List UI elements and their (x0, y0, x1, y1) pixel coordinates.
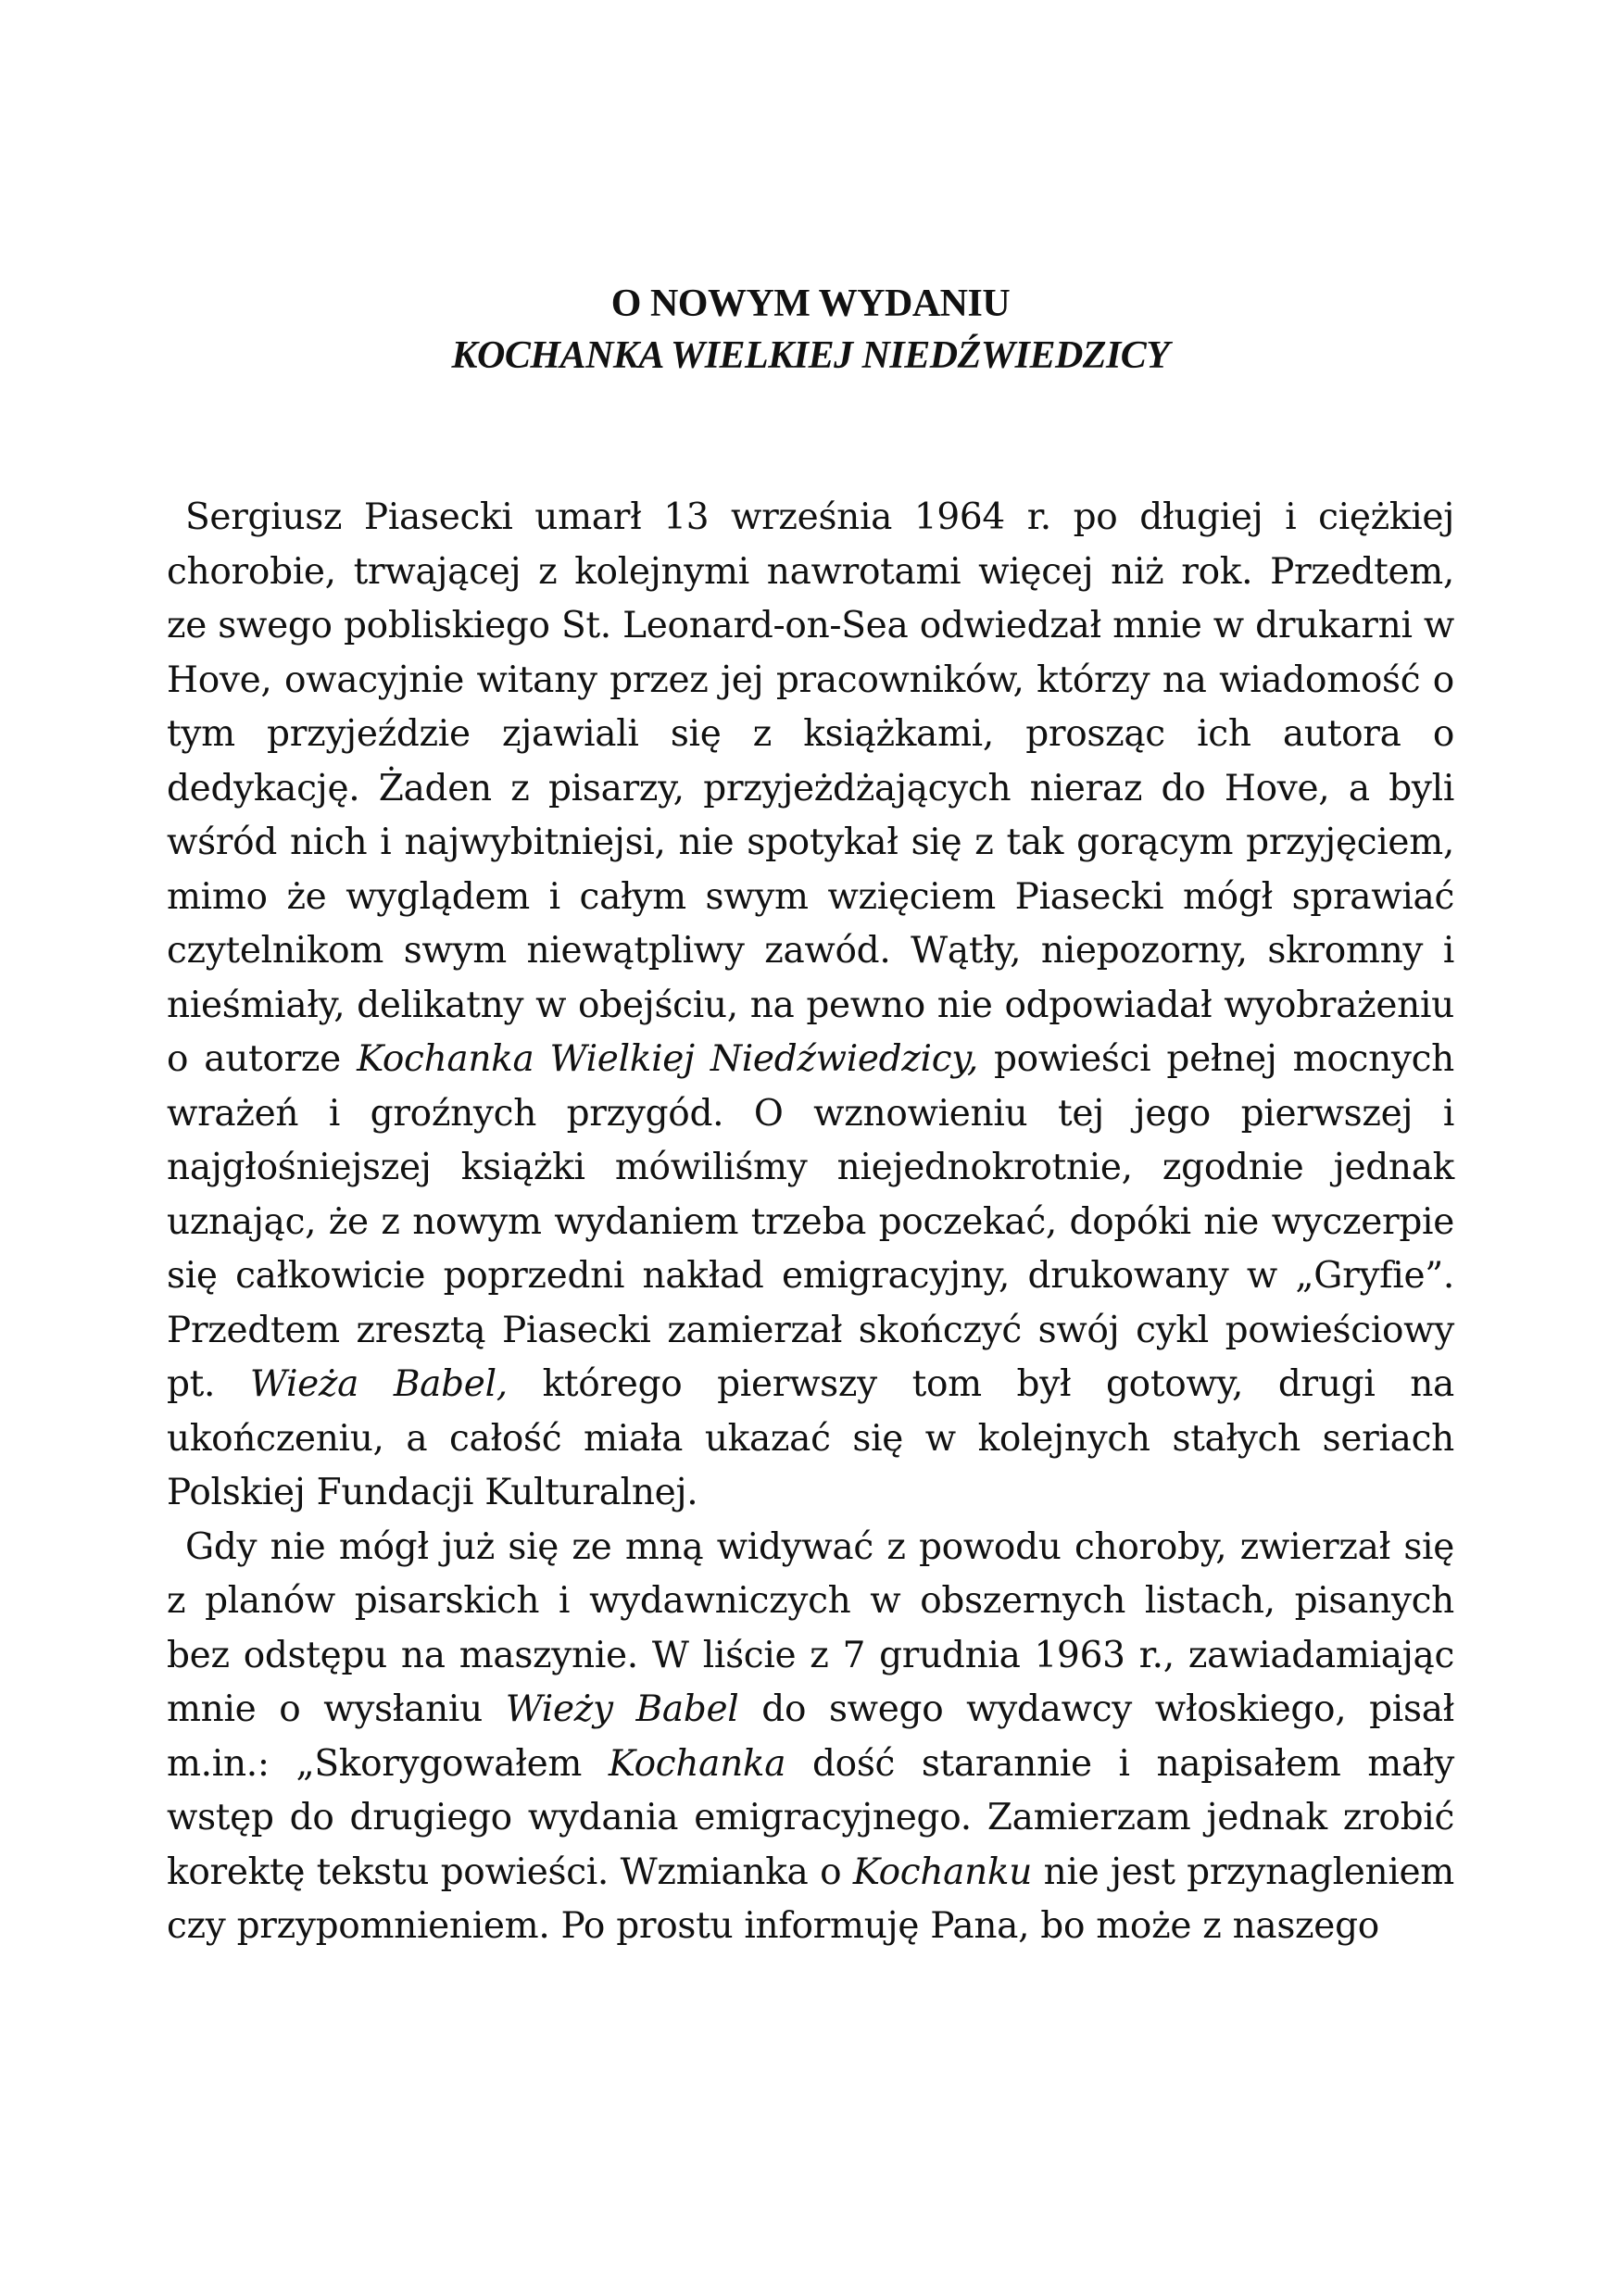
paragraph-2-book-title-a: Wieży Babel (505, 1688, 739, 1730)
paragraph-2-book-title-b: Kochanka (608, 1742, 786, 1785)
paragraph-2-text-b: do swego wydawcy włoskiego, pisał m.in.: „Skorygowałem (167, 1688, 1454, 1785)
paragraph-1-text-b: powieści pełnej mocnych wrażeń i groźnych przygód. O wznowieniu tej jego pierwszej i najgłośniejszej książki mówiliśmy niejednokrotnie, zgodnie jednak uznając, że z nowym wydaniem trzeba poczekać, dopóki nie wyczerpie się całkowicie poprzedni nakład emigracyjny, drukowany w „Gryfie”. Przedtem zresztą Piasecki zamierzał skończyć swój cykl powieściowy pt. (167, 1038, 1454, 1405)
paragraph-2-text-d: nie jest przynagleniem czy przypomnieniem. Po prostu informuję Pana, bo może z naszego (167, 1851, 1454, 1947)
paragraph-2-text-a: Gdy nie mógł już się ze mną widywać z powodu choroby, zwierzał się z planów pisarskich i wydawniczych w obszernych listach, pisanych bez odstępu na maszynie. W liście z 7 grudnia 1963 r., zawiadamiając mnie o wysłaniu (167, 1525, 1454, 1730)
paragraph-2-book-title-c: Kochanku (852, 1851, 1033, 1893)
heading-line-2-book-title: KOCHANKA WIELKIEJ NIEDŹWIEDZICY (451, 334, 1170, 377)
paragraph-1-book-title-b: Wieża Babel, (249, 1363, 508, 1405)
paragraph-1 (167, 491, 1454, 1521)
paragraph-2-text-c: dość starannie i napisałem mały wstęp do drugiego wydania emigracyjnego. Zamierzam jednak zrobić korektę tekstu powieści. Wzmianka o (167, 1742, 1454, 1893)
chapter-heading (167, 278, 1454, 382)
heading-line-1: O NOWYM WYDANIU (610, 282, 1011, 325)
body-text (167, 491, 1454, 1954)
paragraph-1-text-c: którego pierwszy tom był gotowy, drugi na ukończeniu, a całość miała ukazać się w kolejnych stałych seriach Polskiej Fundacji Kulturalnej. (167, 1363, 1454, 1513)
paragraph-1-book-title-a: Kochanka Wielkiej Niedźwiedzicy, (357, 1038, 978, 1080)
paragraph-2 (167, 1521, 1454, 1954)
paragraph-1-text-a: Sergiusz Piasecki umarł 13 września 1964 r. po długiej i ciężkiej chorobie, trwającej z kolejnymi nawrotami więcej niż rok. Przedtem, ze swego pobliskiego St. Leonard-on-Sea odwiedzał mnie w drukarni w Hove, owacyjnie witany przez jej pracowników, którzy na wiadomość o tym przyjeździe zjawiali się z książkami, prosząc ich autora o dedykację. Żaden z pisarzy, przyjeżdżających nieraz do Hove, a byli wśród nich i najwybitniejsi, nie spotykał się z tak gorącym przyjęciem, mimo że wyglądem i całym swym wzięciem Piasecki mógł sprawiać czytelnikom swym niewątpliwy zawód. Wątły, niepozorny, skromny i nieśmiały, delikatny w obejściu, na pewno nie odpowiadał wyobrażeniu o autorze (167, 496, 1454, 1080)
